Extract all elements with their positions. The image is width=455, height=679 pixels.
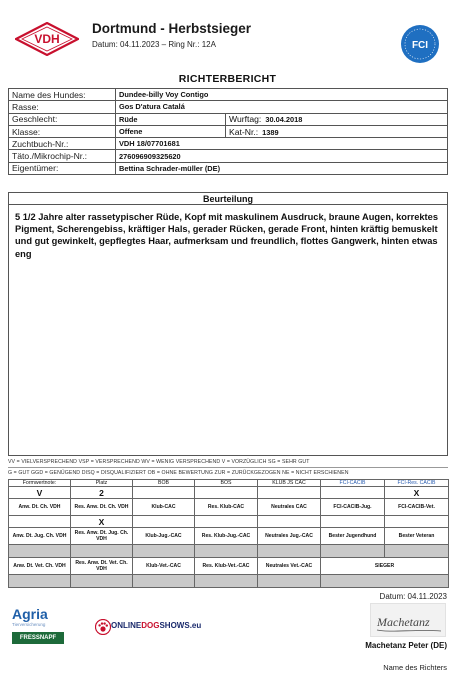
- grid-cell-mark: X: [71, 516, 133, 528]
- ods-red: DOG: [141, 621, 160, 630]
- legend-divider: [8, 467, 448, 468]
- agria-logo-text: Agria: [12, 606, 48, 622]
- catalog-number-label: Kat-Nr.:: [229, 126, 259, 137]
- grid-cell-mark: [9, 516, 71, 528]
- grid-cell-empty: [133, 575, 195, 588]
- grid-cell-mark: [133, 516, 195, 528]
- grade-mark: V: [9, 487, 71, 499]
- grid-cell-label: Neutrales Vet.-CAC: [258, 558, 321, 575]
- footer-date: Datum: 04.11.2023: [379, 592, 447, 601]
- breed-label: Rasse:: [9, 101, 116, 113]
- fci-logo: [400, 24, 440, 64]
- fressnapf-logo: FRESSNAPF: [12, 632, 64, 644]
- results-grid: [8, 479, 449, 588]
- judge-name-label: Name des Richters: [383, 663, 447, 672]
- class-value: Offene: [116, 125, 226, 137]
- grid-cell-mark: [195, 516, 258, 528]
- grid-cell-mark: [385, 516, 449, 528]
- grid-cell-label: Neutrales Jug.-CAC: [258, 528, 321, 545]
- grid-cell-label: Res. Anw. Dt. Ch. VDH: [71, 499, 133, 516]
- grid-cell-empty: [71, 545, 133, 558]
- info-row-studbook: [9, 138, 448, 150]
- grid-cell-label: FCI-CACIB-Vet.: [385, 499, 449, 516]
- grid-header-cacib: FCI-CACIB: [321, 480, 385, 487]
- grid-header-row: [9, 480, 449, 487]
- report-title: RICHTERBERICHT: [178, 73, 277, 85]
- grid-cell-empty: [9, 545, 71, 558]
- info-row-chip: [9, 150, 448, 162]
- grade-legend-line-1: VV = VIELVERSPRECHEND VSP = VERSPRECHEND WV = WENIG VERSPRECHEND V = VORZÜGLICH SG = SEHR GUT: [8, 459, 310, 465]
- fci-logo-text: FCI: [411, 40, 429, 51]
- info-row-class: [9, 125, 448, 137]
- show-title: Dortmund - Herbstsieger: [92, 21, 252, 36]
- grid-cell-empty: [9, 575, 71, 588]
- dog-name-label: Name des Hundes:: [9, 89, 116, 101]
- agria-logo: [12, 606, 67, 648]
- grid-header-bos: BOS: [195, 480, 258, 487]
- klub-js-cac-mark: [258, 487, 321, 499]
- whelp-date-value: 30.04.2018: [265, 115, 303, 125]
- grid-cell-label: Bester Veteran: [385, 528, 449, 545]
- vdh-logo-text: VDH: [34, 32, 60, 46]
- grid-cell-empty: [321, 545, 385, 558]
- grid-empty-row-5: [9, 545, 449, 558]
- studbook-label: Zuchtbuch-Nr.:: [9, 138, 116, 150]
- chip-value: 276096909325620: [116, 150, 448, 162]
- grid-cell-label: Res. Klub-Jug.-CAC: [195, 528, 258, 545]
- info-row-breed: [9, 101, 448, 113]
- grid-header-klub-js-cac: KLUB JS CAC: [258, 480, 321, 487]
- grid-empty-row-7: [9, 575, 449, 588]
- show-date-ring: Datum: 04.11.2023 – Ring Nr.: 12A: [92, 40, 216, 49]
- grid-cell-label: Klub-Vet.-CAC: [133, 558, 195, 575]
- grid-header-res-cacib: FCI-Res. CACIB: [385, 480, 449, 487]
- grid-header-place: Platz: [71, 480, 133, 487]
- grid-cell-label: Res. Anw. Dt. Vet. Ch. VDH: [71, 558, 133, 575]
- grid-mark-row-3: [9, 516, 449, 528]
- grid-cell-label: FCI-CACIB-Jug.: [321, 499, 385, 516]
- grid-cell-empty: [321, 575, 449, 588]
- grid-cell-label: Res. Anw. Dt. Jug. Ch. VDH: [71, 528, 133, 545]
- judge-signature: [370, 603, 446, 637]
- ods-prefix: ONLINE: [111, 621, 142, 630]
- grid-cell-label: Res. Klub-Vet.-CAC: [195, 558, 258, 575]
- grid-cell-label: Anw. Dt. Ch. VDH: [9, 499, 71, 516]
- class-label: Klasse:: [9, 125, 116, 137]
- grid-cell-label: SIEGER: [321, 558, 449, 575]
- onlinedogshows-text: [111, 621, 201, 630]
- whelp-date-cell: [226, 113, 448, 125]
- catalog-number-value: 1389: [262, 127, 279, 137]
- grid-header-grade: Formwertnote:: [9, 480, 71, 487]
- grid-cell-label: Klub-Jug.-CAC: [133, 528, 195, 545]
- grid-cell-label: Res. Klub-CAC: [195, 499, 258, 516]
- grid-cell-label: Anw. Dt. Jug. Ch. VDH: [9, 528, 71, 545]
- paw-icon: [95, 619, 111, 635]
- assessment-heading: Beurteilung: [8, 192, 448, 205]
- grid-cell-label: Bester Jugendhund: [321, 528, 385, 545]
- grid-cell-empty: [133, 545, 195, 558]
- res-cacib-mark: X: [385, 487, 449, 499]
- grid-cell-empty: [258, 545, 321, 558]
- bos-mark: [195, 487, 258, 499]
- signature-scribble: [371, 604, 447, 638]
- grid-mark-row-1: [9, 487, 449, 499]
- chip-label: Täto./Mikrochip-Nr.:: [9, 150, 116, 162]
- vdh-logo: [15, 22, 79, 56]
- onlinedogshows-logo: [95, 616, 202, 638]
- info-row-owner: [9, 162, 448, 174]
- studbook-value: VDH 18/07701681: [116, 138, 448, 150]
- catalog-number-cell: [226, 125, 448, 137]
- grid-label-row-4: [9, 528, 449, 545]
- grid-cell-empty: [195, 575, 258, 588]
- report-header: [0, 0, 455, 70]
- bob-mark: [133, 487, 195, 499]
- grid-cell-label: Klub-CAC: [133, 499, 195, 516]
- cacib-mark: [321, 487, 385, 499]
- grid-header-bob: BOB: [133, 480, 195, 487]
- agria-logo-subtitle: Tierversicherung: [12, 622, 46, 627]
- grid-label-row-6: [9, 558, 449, 575]
- breed-value: Gos D'atura Catalá: [116, 101, 448, 113]
- grid-cell-label: Anw. Dt. Vet. Ch. VDH: [9, 558, 71, 575]
- assessment-text: 5 1/2 Jahre alter rassetypischer Rüde, Kopf mit maskulinem Ausdruck, braune Augen, korrektes Pigment, Scherengebiss, kräftiger Hals, gerader Rücken, gerade Front, hinten kräftig bemuskelt und gut gewinkelt, gepflegtes Haar, aufmerksam und freundlich, flottes Gangwerk, hinten etwas eng: [8, 205, 448, 456]
- signature-text: Machetanz: [377, 615, 430, 629]
- dog-name-value: Dundee-billy Voy Contigo: [116, 89, 448, 101]
- grid-cell-empty: [195, 545, 258, 558]
- grid-cell-label: Neutrales CAC: [258, 499, 321, 516]
- whelp-date-label: Wurftag:: [229, 114, 262, 125]
- info-row-name: [9, 89, 448, 101]
- dog-info-table: [8, 88, 448, 175]
- place-mark: 2: [71, 487, 133, 499]
- judge-name: Machetanz Peter (DE): [365, 641, 447, 650]
- owner-label: Eigentümer:: [9, 162, 116, 174]
- owner-value: Bettina Schrader-müller (DE): [116, 162, 448, 174]
- sex-label: Geschlecht:: [9, 113, 116, 125]
- info-row-sex: [9, 113, 448, 125]
- grid-cell-empty: [258, 575, 321, 588]
- grid-cell-mark: [258, 516, 321, 528]
- grid-cell-empty: [71, 575, 133, 588]
- grid-label-row-2: [9, 499, 449, 516]
- ods-suffix: SHOWS.eu: [159, 621, 202, 630]
- grid-cell-empty: [385, 545, 449, 558]
- grade-legend-line-2: G = GUT GGD = GENÜGEND DISQ = DISQUALIFIZIERT OB = OHNE BEWERTUNG ZUR = ZURÜCKGEZOGEN NE = NICHT ERSCHIENEN: [8, 470, 349, 476]
- sex-value: Rüde: [116, 113, 226, 125]
- grid-cell-mark: [321, 516, 385, 528]
